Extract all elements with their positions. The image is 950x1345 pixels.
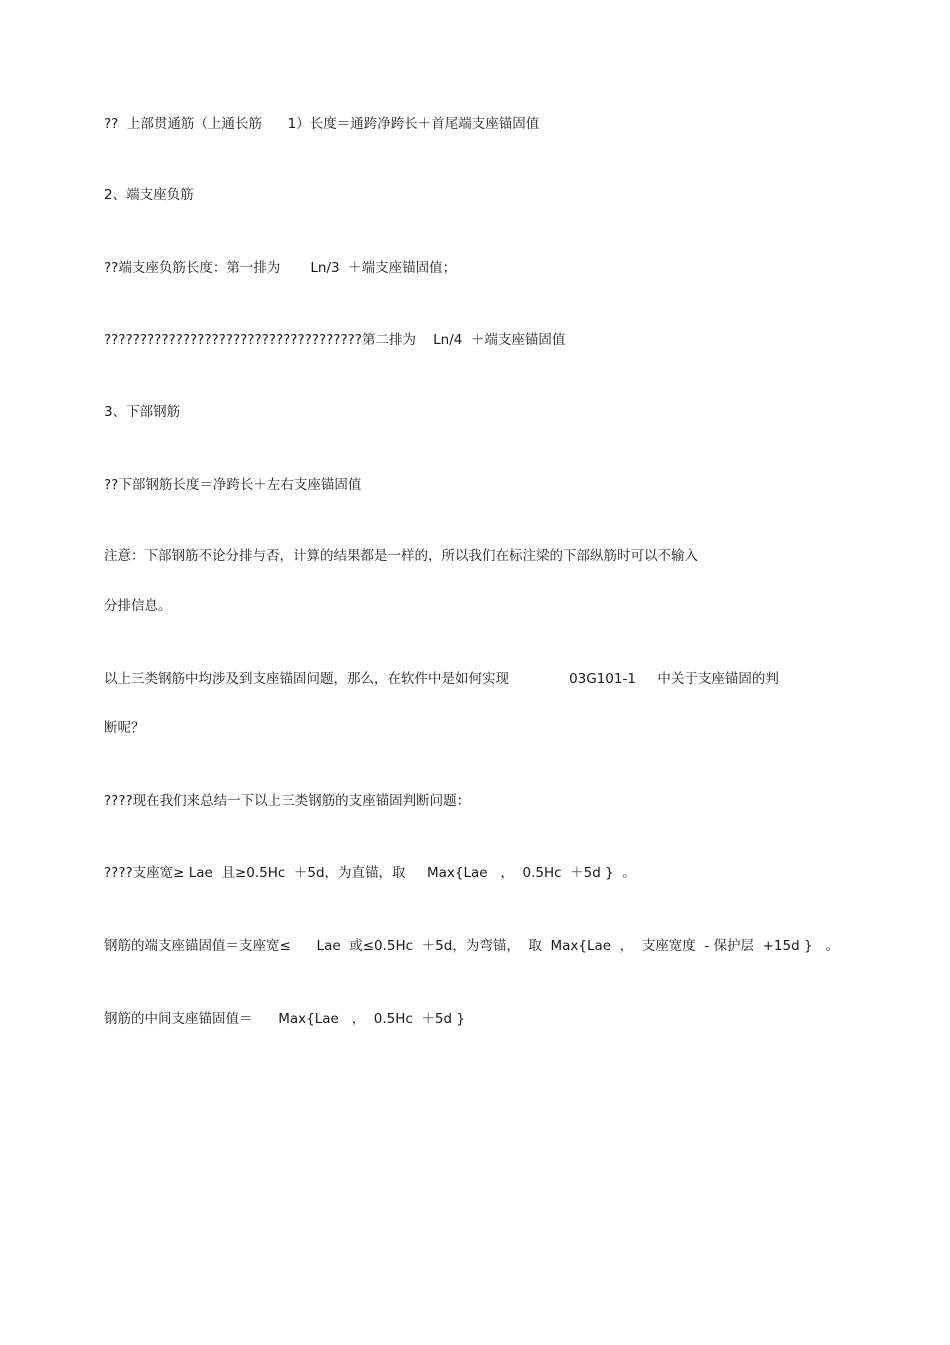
straight-anchor-rule: ????支座宽≥ Lae 且≥0.5Hc ＋5d，为直锚，取 Max{Lae ， 0.5Hc ＋5d } 。 [104,865,636,881]
heading-bottom-rebar: 3、下部钢筋 [104,404,181,420]
question-paragraph-line-1: 以上三类钢筋中均涉及到支座锚固问题，那么，在软件中是如何实现 03G101-1 中关于支座锚固的判 [104,671,779,687]
text-line-top-rebar: ?? 上部贯通筋（上通长筋 1）长度＝通跨净跨长＋首尾端支座锚固值 [104,116,540,132]
text-line-bottom-rebar-length: ??下部钢筋长度＝净跨长＋左右支座锚固值 [104,477,362,493]
heading-end-support-negative-rebar: 2、端支座负筋 [104,187,194,203]
note-paragraph-line-1: 注意：下部钢筋不论分排与否，计算的结果都是一样的，所以我们在标注梁的下部纵筋时可以不输入 [104,548,698,564]
text-line-first-row: ??端支座负筋长度：第一排为 Ln/3 ＋端支座锚固值； [104,260,457,276]
question-paragraph-line-2: 断呢？ [104,720,145,736]
text-line-second-row: ????????????????????????????????????第二排为 Ln/4 ＋端支座锚固值 [104,332,566,348]
note-paragraph-line-2: 分排信息。 [104,598,172,614]
middle-support-anchor-rule: 钢筋的中间支座锚固值＝ Max{Lae ， 0.5Hc ＋5d } [104,1011,465,1027]
summary-intro-line: ????现在我们来总结一下以上三类钢筋的支座锚固判断问题： [104,793,471,809]
bent-anchor-rule: 钢筋的端支座锚固值＝支座宽≤ Lae 或≤0.5Hc ＋5d，为弯锚， 取 Max{Lae ， 支座宽度 - 保护层 +15d } 。 [104,938,839,954]
